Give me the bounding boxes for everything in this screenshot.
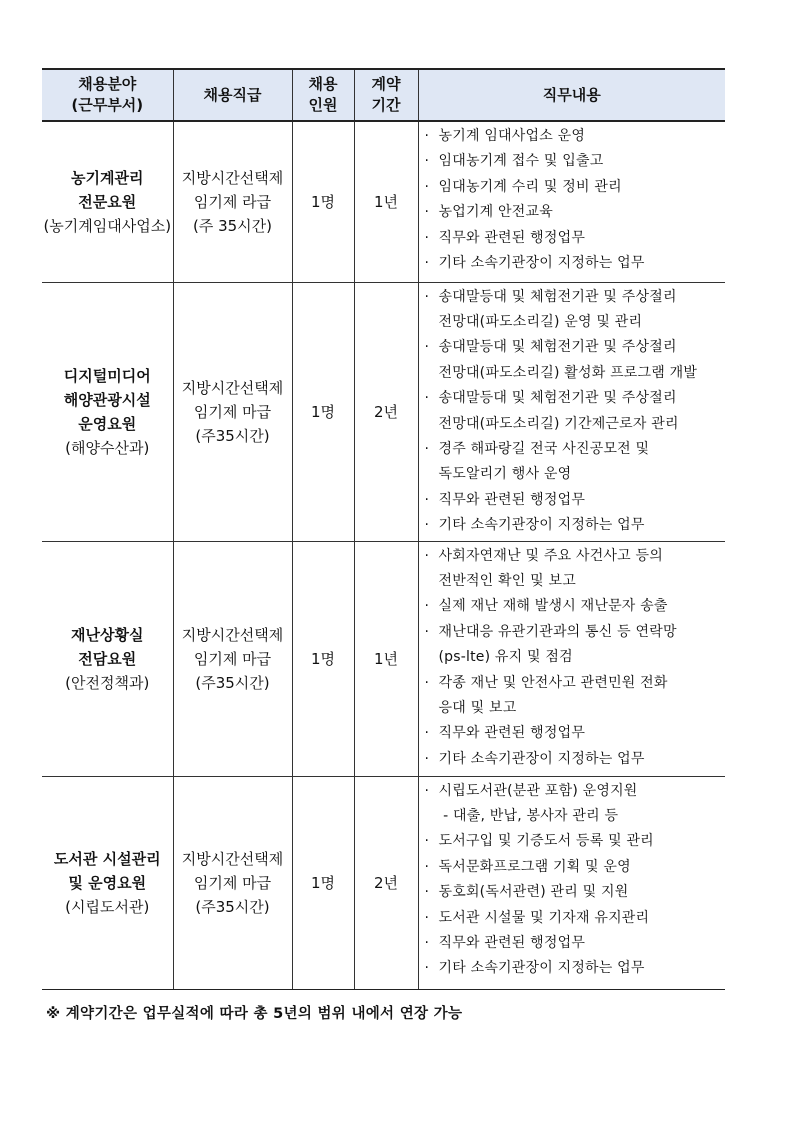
field-name-line: 전문요원 <box>78 192 137 211</box>
bullet-icon: · <box>424 390 430 407</box>
bullet-icon: · <box>424 288 430 305</box>
duty-text: 기타 소속기관장이 지정하는 업무 <box>438 750 645 767</box>
duty-text: 도서관 시설물 및 기자재 유지관리 <box>438 909 650 926</box>
table-body <box>42 121 725 989</box>
table-row <box>42 541 725 776</box>
cell-duties <box>418 776 725 989</box>
bullet-icon: · <box>424 782 430 799</box>
position-line: 임기제 라급 <box>193 192 272 211</box>
duty-text: 송대말등대 및 체험전기관 및 주상절리 <box>438 339 677 356</box>
position-line: (주 35시간) <box>192 216 273 235</box>
duty-item <box>425 855 726 880</box>
duty-text: 각종 재난 및 안전사고 관련민원 전화 <box>438 674 668 691</box>
duty-text: 직무와 관련된 행정업무 <box>438 229 586 246</box>
bullet-icon: · <box>424 884 430 901</box>
header-period <box>354 69 418 121</box>
table-row <box>42 121 725 282</box>
bullet-icon: · <box>424 598 430 615</box>
cell-duties <box>418 121 725 282</box>
cell-position <box>173 541 292 776</box>
duties-list <box>425 285 726 539</box>
duty-item <box>425 880 726 905</box>
duty-item <box>425 226 726 251</box>
duty-text: 직무와 관련된 행정업무 <box>438 491 586 508</box>
position-line: 지방시간선택제 <box>181 168 284 187</box>
duty-item <box>425 829 726 854</box>
duty-text: 전망대(파도소리길) 운영 및 관리 <box>438 313 643 330</box>
bullet-icon: · <box>424 935 430 951</box>
cell-field <box>42 121 173 282</box>
cell-count: 1명 <box>292 541 354 776</box>
duty-text: 응대 및 보고 <box>438 700 517 716</box>
duty-text: 독도알리기 행사 운영 <box>438 466 572 483</box>
header-field <box>42 69 173 121</box>
field-name-line: 운영요원 <box>78 414 137 433</box>
position-line: 지방시간선택제 <box>181 625 284 644</box>
cell-count: 1명 <box>292 776 354 989</box>
duty-item <box>425 251 726 276</box>
field-name-line: 디지털미디어 <box>63 366 151 385</box>
bullet-icon: · <box>424 204 430 221</box>
duty-item <box>425 956 726 981</box>
duty-item <box>425 906 726 931</box>
position-line: 임기제 마급 <box>193 402 272 421</box>
field-name-line: 재난상황실 <box>71 625 144 644</box>
duty-text: 재난대응 유관기관과의 통신 등 연락망 <box>438 623 677 640</box>
header-count-line2: 인원 <box>308 96 338 114</box>
duty-item <box>425 488 726 513</box>
duty-item <box>425 721 726 746</box>
field-department: (안전정책과) <box>65 673 150 692</box>
duty-item <box>425 386 726 437</box>
cell-field <box>42 282 173 541</box>
bullet-icon: · <box>424 674 430 691</box>
duties-list <box>425 124 726 276</box>
duty-text: 독서문화프로그램 기획 및 운영 <box>438 858 631 875</box>
cell-period: 1년 <box>354 541 418 776</box>
duty-item <box>425 671 726 722</box>
cell-period: 1년 <box>354 121 418 282</box>
duty-item <box>425 513 726 538</box>
duty-text: 도서구입 및 기증도서 등록 및 관리 <box>438 833 654 850</box>
bullet-icon: · <box>424 960 430 977</box>
duty-item <box>425 594 726 619</box>
duty-item <box>425 285 726 336</box>
duty-text: 임대농기계 접수 및 입출고 <box>438 153 604 170</box>
duties-list <box>425 779 726 982</box>
duty-text: 사회자연재난 및 주요 사건사고 등의 <box>438 547 663 564</box>
duty-text: 기타 소속기관장이 지정하는 업무 <box>438 960 645 977</box>
bullet-icon: · <box>424 153 430 170</box>
table-row <box>42 282 725 541</box>
position-line: 지방시간선택제 <box>181 849 284 868</box>
header-count <box>292 69 354 121</box>
bullet-icon: · <box>424 128 430 144</box>
bullet-icon: · <box>424 833 430 850</box>
duty-text: 농업기계 안전교육 <box>438 204 553 221</box>
bullet-icon: · <box>424 909 430 926</box>
cell-count: 1명 <box>292 282 354 541</box>
bullet-icon: · <box>424 750 430 767</box>
recruitment-table <box>42 68 725 990</box>
header-count-line1: 채용 <box>308 75 338 93</box>
duty-item <box>425 335 726 386</box>
field-name-line: 전담요원 <box>78 649 137 668</box>
table-row <box>42 776 725 989</box>
duty-text: 직무와 관련된 행정업무 <box>438 725 586 742</box>
cell-position <box>173 776 292 989</box>
duty-item <box>425 779 726 830</box>
table-header <box>42 69 725 121</box>
cell-duties <box>418 541 725 776</box>
duty-text: 임대농기계 수리 및 정비 관리 <box>438 178 622 195</box>
cell-count: 1명 <box>292 121 354 282</box>
duty-text: 전망대(파도소리길) 활성화 프로그램 개발 <box>438 364 698 381</box>
header-field-line1: 채용분야 <box>78 75 137 93</box>
position-line: 임기제 마급 <box>193 649 272 668</box>
duty-text: 농기계 임대사업소 운영 <box>438 128 586 144</box>
bullet-icon: · <box>424 178 430 195</box>
duty-text: 직무와 관련된 행정업무 <box>438 935 586 951</box>
bullet-icon: · <box>424 547 430 564</box>
bullet-icon: · <box>424 440 430 457</box>
bullet-icon: · <box>424 229 430 246</box>
bullet-icon: · <box>424 339 430 356</box>
duty-item <box>425 124 726 149</box>
field-department: (해양수산과) <box>65 438 150 457</box>
field-department: (시립도서관) <box>65 897 150 916</box>
duty-item <box>425 747 726 772</box>
cell-period: 2년 <box>354 776 418 989</box>
duty-item <box>425 544 726 595</box>
header-field-line2: (근무부서) <box>71 96 144 114</box>
cell-field <box>42 541 173 776</box>
document-page <box>42 68 725 1023</box>
bullet-icon: · <box>424 858 430 875</box>
header-duties: 직무내용 <box>418 69 725 121</box>
duty-item <box>425 175 726 200</box>
cell-position <box>173 282 292 541</box>
duties-list <box>425 544 726 773</box>
duty-item <box>425 200 726 225</box>
duty-item <box>425 149 726 174</box>
bullet-icon: · <box>424 517 430 534</box>
duty-text: 전망대(파도소리길) 기간제근로자 관리 <box>438 415 679 432</box>
position-line: 지방시간선택제 <box>181 378 284 397</box>
cell-field <box>42 776 173 989</box>
bullet-icon: · <box>424 725 430 742</box>
cell-duties <box>418 282 725 541</box>
duty-text: 송대말등대 및 체험전기관 및 주상절리 <box>438 390 677 407</box>
cell-period: 2년 <box>354 282 418 541</box>
bullet-icon: · <box>424 623 430 640</box>
field-name-line: 및 운영요원 <box>68 873 147 892</box>
duty-text: 시립도서관(분관 포함) 운영지원 <box>438 782 638 799</box>
duty-text: 기타 소속기관장이 지정하는 업무 <box>438 255 645 272</box>
field-department: (농기계임대사업소) <box>43 216 172 235</box>
header-row <box>42 69 725 121</box>
duty-item <box>425 931 726 956</box>
extension-note: ※ 계약기간은 업무실적에 따라 총 5년의 범위 내에서 연장 가능 <box>46 1005 463 1022</box>
duty-item <box>425 620 726 671</box>
duty-text: 실제 재난 재해 발생시 재난문자 송출 <box>438 598 668 615</box>
position-line: (주35시간) <box>195 426 270 445</box>
duty-text: 송대말등대 및 체험전기관 및 주상절리 <box>438 288 677 305</box>
header-period-line2: 기간 <box>371 96 401 114</box>
duty-text: 전반적인 확인 및 보고 <box>438 572 576 589</box>
field-name-line: 농기계관리 <box>71 168 144 187</box>
field-name-line: 해양관광시설 <box>63 390 151 409</box>
field-name-line: 도서관 시설관리 <box>53 849 161 868</box>
cell-position <box>173 121 292 282</box>
position-line: (주35시간) <box>195 897 270 916</box>
duty-text: 동호회(독서관련) 관리 및 지원 <box>438 884 629 901</box>
duty-text: - 대출, 반납, 봉사자 관리 등 <box>438 807 619 824</box>
duty-item <box>425 437 726 488</box>
header-period-line1: 계약 <box>371 75 401 93</box>
duty-text: 경주 해파랑길 전국 사진공모전 및 <box>438 440 650 457</box>
position-line: (주35시간) <box>195 673 270 692</box>
bullet-icon: · <box>424 255 430 272</box>
position-line: 임기제 마급 <box>193 873 272 892</box>
duty-text: (ps-lte) 유지 및 점검 <box>438 649 573 666</box>
bullet-icon: · <box>424 491 430 508</box>
header-position: 채용직급 <box>173 69 292 121</box>
duty-text: 기타 소속기관장이 지정하는 업무 <box>438 517 645 534</box>
